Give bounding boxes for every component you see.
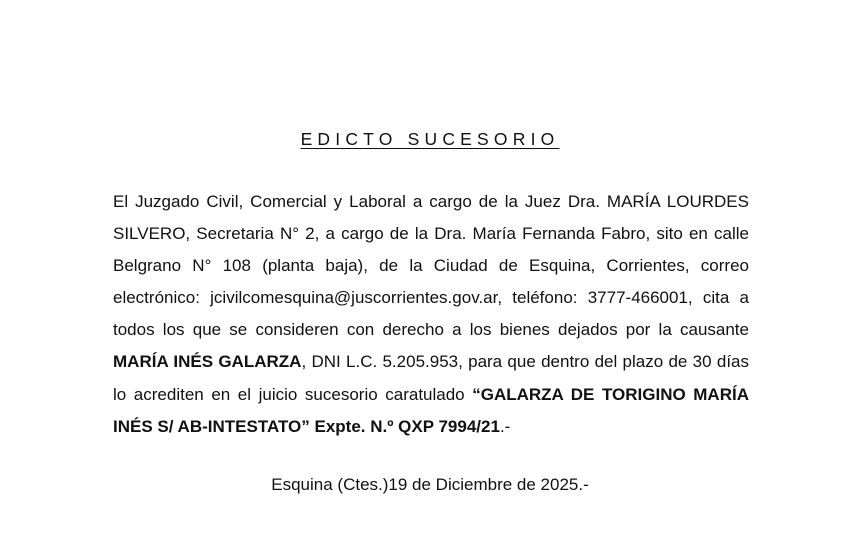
body-ending-text: .-	[499, 416, 511, 436]
place-and-date: Esquina (Ctes.)19 de Diciembre de 2025.-	[271, 475, 589, 494]
document-title: EDICTO SUCESORIO	[300, 129, 560, 149]
case-title: “GALARZA DE TORIGINO MARÍA INÉS S/ AB-INTESTATO” Expte. N.º QXP 7994/21	[113, 384, 749, 436]
edict-body	[113, 186, 749, 443]
body-intro-text: El Juzgado Civil, Comercial y Laboral a cargo de la Juez Dra. MARÍA LOURDES SILVERO, Secretaria N° 2, a cargo de la Dra. María Fernanda Fabro, sito en calle Belgrano N° 108 (planta baja), de la Ciudad de Esquina, Corrientes, correo electrónico: jcivilcomesquina@juscorrientes.gov.ar, teléfono: 3777-466001, cita a todos los que se consideren con derecho a los bienes dejados por la causante	[113, 192, 749, 340]
body-middle-text: , DNI L.C. 5.205.953, para que dentro del plazo de 30 días lo acrediten en el juicio sucesorio caratulado	[113, 352, 749, 404]
decedent-name: MARÍA INÉS GALARZA	[113, 352, 302, 372]
